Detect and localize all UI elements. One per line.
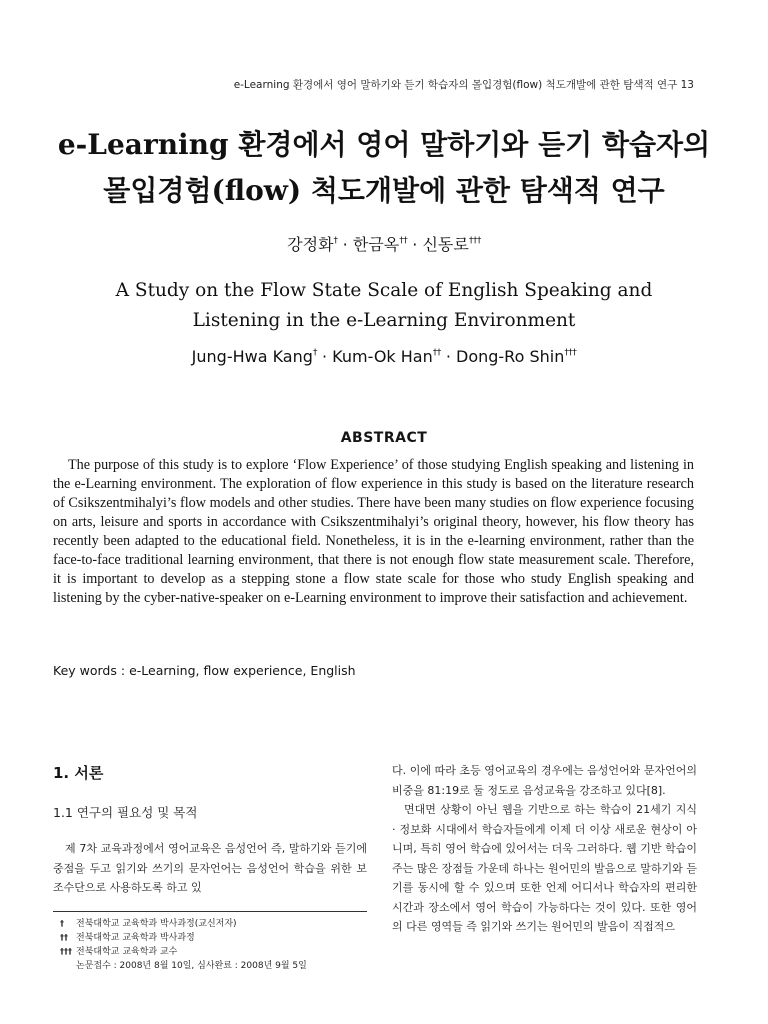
footnote-2-text: 전북대학교 교육학과 박사과정: [76, 933, 195, 943]
keywords: [53, 663, 356, 678]
right-column: [392, 761, 697, 937]
author-1-mark: †: [312, 348, 317, 358]
footnote-2-mark: ††: [60, 933, 68, 942]
author-separator: ·: [407, 235, 423, 254]
english-title-line-2: Listening in the e-Learning Environment: [192, 310, 576, 331]
left-column-text: 제 7차 교육과정에서 영어교육은 음성언어 즉, 말하기와 듣기에 중점을 두고 읽기와 쓰기의 문자언어는 음성언어 학습을 위한 보조수단으로 사용하도록 하고 있: [53, 842, 367, 894]
right-column-paragraph-1: 다. 이에 따라 초등 영어교육의 경우에는 음성언어와 문자언어의 비중을 81:19로 둘 정도로 음성교육을 강조하고 있다[8].: [392, 764, 697, 797]
footnote-1-text: 전북대학교 교육학과 박사과정(교신저자): [76, 919, 237, 929]
korean-title-line-2: 몰입경험(flow) 척도개발에 관한 탐색적 연구: [103, 174, 665, 207]
footnote-3: [60, 945, 370, 959]
english-title: [0, 276, 768, 336]
footnote-divider: [53, 911, 367, 912]
author-3-en: Dong-Ro Shin: [456, 347, 565, 366]
author-separator: ·: [316, 347, 333, 366]
section-heading: 1. 서론: [53, 764, 104, 782]
author-2-mark: ††: [432, 348, 441, 358]
author-2-ko: 한금옥: [352, 235, 400, 254]
author-1-ko: 강정화: [287, 235, 334, 254]
english-title-line-1: A Study on the Flow State Scale of English Speaking and: [115, 280, 653, 301]
keywords-value: e-Learning, flow experience, English: [129, 663, 356, 678]
korean-authors: [0, 232, 768, 255]
author-2-en: Kum-Ok Han: [332, 347, 433, 366]
footnote-3-text: 전북대학교 교육학과 교수: [76, 947, 178, 957]
author-3-ko: 신동로: [422, 235, 469, 254]
author-separator: ·: [440, 347, 456, 366]
running-header: e-Learning 환경에서 영어 말하기와 듣기 학습자의 몰입경험(flow) 척도개발에 관한 탐색적 연구 13: [233, 79, 694, 91]
footnote-3-mark: †††: [60, 947, 72, 956]
submission-dates: 논문접수 : 2008년 8월 10일, 심사완료 : 2008년 9월 5일: [76, 961, 307, 971]
author-3-mark: †††: [564, 348, 577, 358]
author-separator: ·: [337, 235, 353, 254]
subsection-heading: 1.1 연구의 필요성 및 목적: [53, 805, 198, 820]
korean-title: [0, 122, 768, 214]
english-authors: [0, 347, 768, 366]
author-3-mark: †††: [468, 236, 481, 246]
author-1-mark: †: [333, 236, 338, 246]
right-column-paragraph-2: 면대면 상황이 아닌 웹을 기반으로 하는 학습이 21세기 지식 · 정보화 시대에서 학습자들에게 이제 더 이상 새로운 현상이 아니며, 특히 영어 학습에 있어서는 더욱 그러하다. 웹 기반 학습이 주는 많은 장점들 가운데 하나는 원어민의 발음으로 말하기와 듣기를 동시에 할 수 있으며 또한 언제 어디서나 학습자의 편리한 시간과 장소에서 영어 학습이 가능하다는 것이 있다. 또한 영어의 다른 영역들 즉 읽기와 쓰기는 원어민의 발음이 직접적으: [392, 803, 697, 933]
footnote-2: [60, 931, 370, 945]
author-2-mark: ††: [399, 236, 408, 246]
korean-title-line-1: e-Learning 환경에서 영어 말하기와 듣기 학습자의: [57, 128, 711, 161]
footnote-1-mark: †: [60, 919, 64, 928]
abstract-heading: ABSTRACT: [340, 430, 428, 446]
footnote-1: [60, 917, 370, 931]
footnotes: [60, 917, 370, 973]
keywords-label: Key words :: [53, 663, 126, 678]
author-1-en: Jung-Hwa Kang: [191, 347, 313, 366]
abstract-body: The purpose of this study is to explore ‘Flow Experience’ of those studying English speaking and listening in the e-Learning environment. The exploration of flow experience in this study is based on the literature research of Csikszentmihalyi’s flow models and other studies. There have been many studies on flow experience focusing on arts, leisure and sports in accordance with Csikszentmihalyi’s original theory, however, his flow theory has recently been adapted to the educational field. Nonetheless, it is in the e-learning environment, rather than the face-to-face traditional learning environment, that there is not enough flow state measurement scale. Therefore, it is important to develop as a stepping stone a flow state scale for those who study English speaking and listening by the cyber-native-speaker on e-Learning environment to improve their satisfaction and achievement.: [53, 457, 694, 606]
